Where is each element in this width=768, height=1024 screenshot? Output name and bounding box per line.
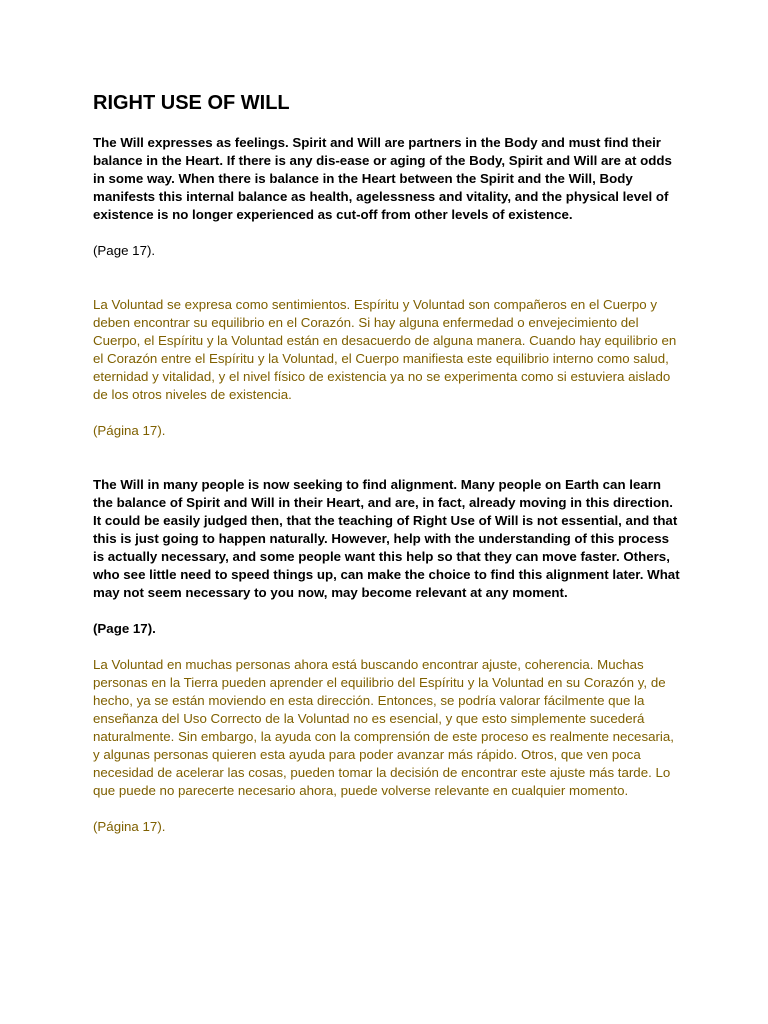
spanish-paragraph-2: La Voluntad en muchas personas ahora está buscando encontrar ajuste, coherencia. Muchas personas en la Tierra pueden aprender el equilibrio del Espíritu y la Voluntad en su Corazón y, de hecho, ya se están moviendo en esta dirección. Entonces, se podría valorar fácilmente que la enseñanza del Uso Correcto de la Voluntad no es esencial, y que esto simplemente sucederá naturalmente. Sin embargo, la ayuda con la comprensión de este proceso es realmente necesaria, y algunas personas quieren esta ayuda para poder avanzar más rápido. Otros, que ven poca necesidad de acelerar las cosas, pueden tomar la decisión de encontrar este ajuste más tarde. Lo que puede no parecerte necesario ahora, puede volverse relevante en cualquier momento. (93, 657, 674, 798)
spanish-page-ref-1: (Página 17). (93, 423, 166, 438)
english-paragraph-2: The Will in many people is now seeking to find alignment. Many people on Earth can learn the balance of Spirit and Will in their Heart, and are, in fact, already moving in this direction. It could be easily judged then, that the teaching of Right Use of Will is not essential, and that this is just going to happen naturally. However, help with the understanding of this process is actually necessary, and some people want this help so that they can move faster. Others, who see little need to speed things up, can make the choice to find this alignment later. What may not seem necessary to you now, may become relevant at any moment. (93, 477, 680, 600)
english-page-ref-2: (Page 17). (93, 621, 156, 636)
english-page-ref-1: (Page 17). (93, 243, 156, 258)
english-paragraph-1: The Will expresses as feelings. Spirit and Will are partners in the Body and must find their balance in the Heart. If there is any dis-ease or aging of the Body, Spirit and Will are at odds in some way. When there is balance in the Heart between the Spirit and the Will, Body manifests this internal balance as health, agelessness and vitality, and the physical level of existence is no longer experienced as cut-off from other levels of existence. (93, 135, 672, 222)
document-page (93, 88, 683, 836)
spanish-page-ref-2: (Página 17). (93, 819, 166, 834)
spanish-paragraph-1: La Voluntad se expresa como sentimientos. Espíritu y Voluntad son compañeros en el Cuerpo y deben encontrar su equilibrio en el Corazón. Si hay alguna enfermedad o envejecimiento del Cuerpo, el Espíritu y la Voluntad están en desacuerdo de alguna manera. Cuando hay equilibrio en el Corazón entre el Espíritu y la Voluntad, el Cuerpo manifiesta este equilibrio interno como salud, eternidad y vitalidad, y el nivel físico de existencia ya no se experimenta como si estuviera aislado de los otros niveles de existencia. (93, 297, 677, 402)
document-title: RIGHT USE OF WILL (93, 92, 290, 114)
